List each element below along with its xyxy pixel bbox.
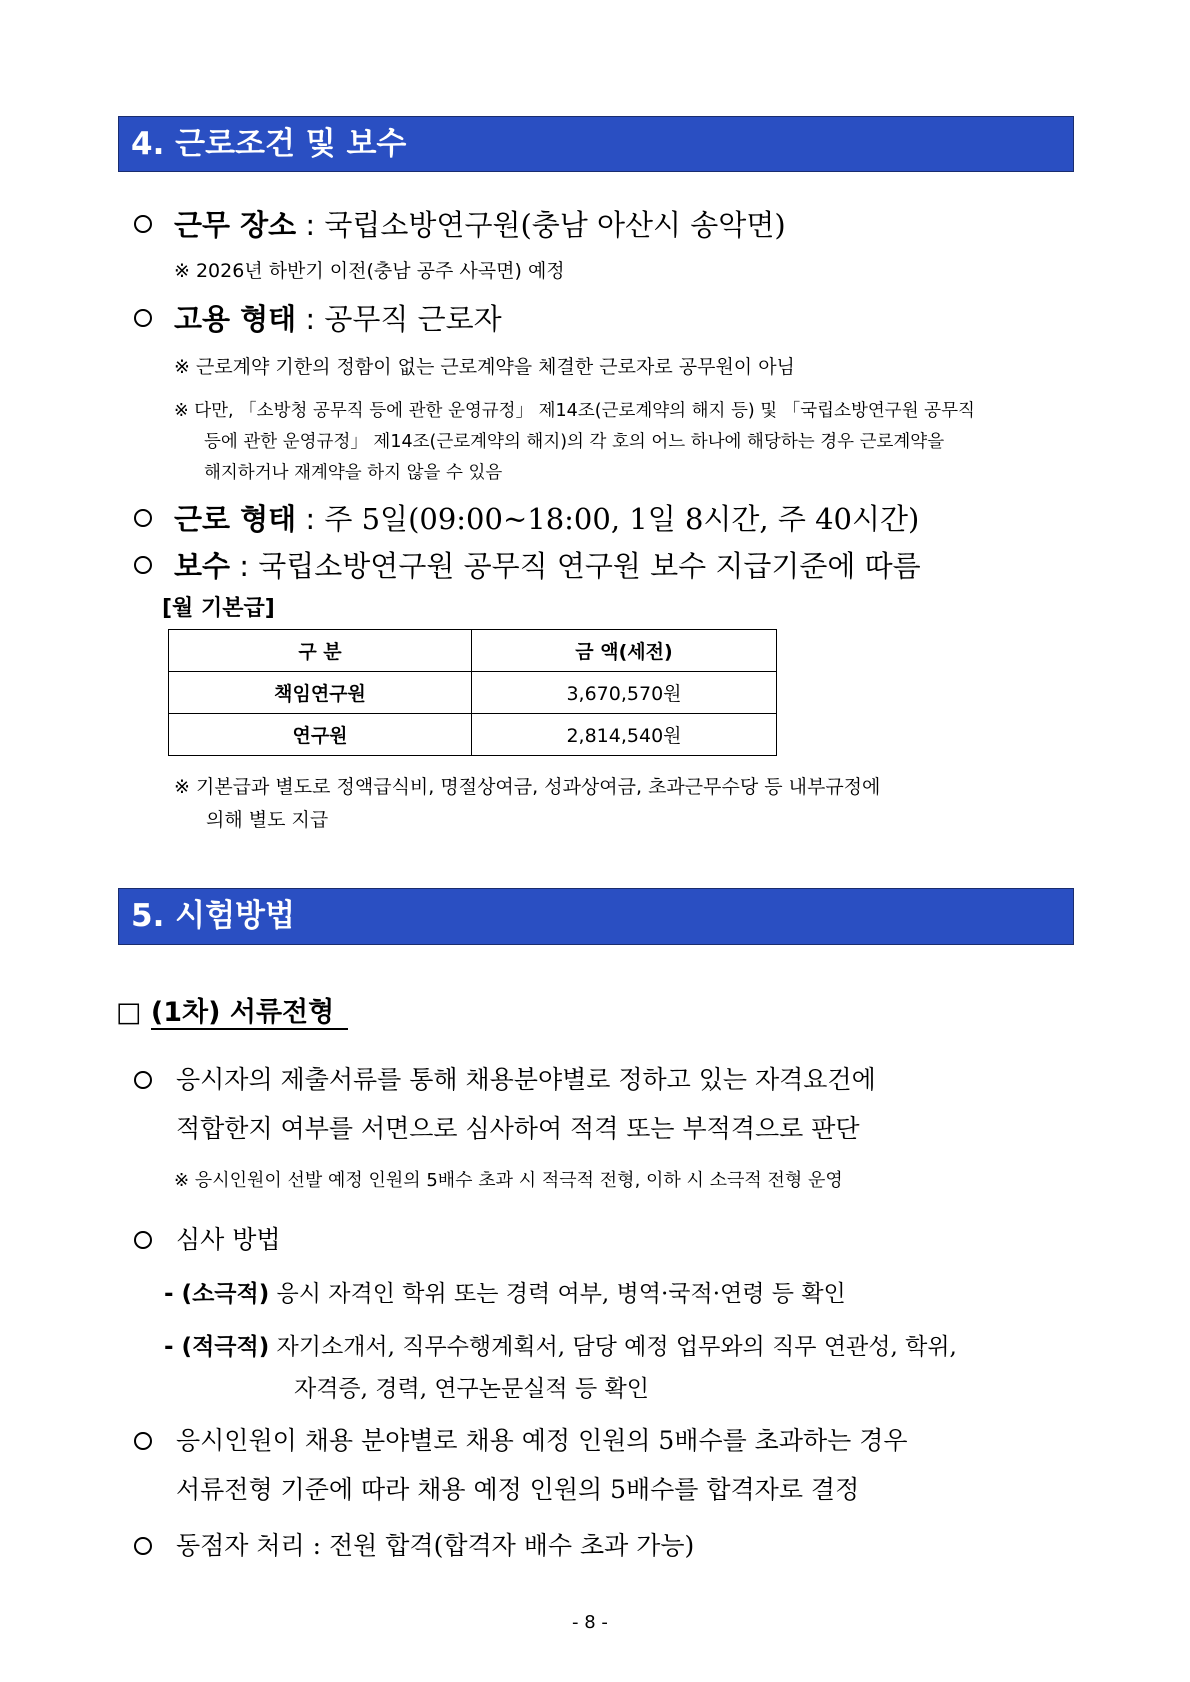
paragraph-1-line-1 <box>176 1060 1080 1096</box>
active-label: - (적극적) <box>164 1334 270 1360</box>
bullet-icon <box>134 1432 152 1450</box>
passive-text: 응시 자격인 학위 또는 경력 여부, 병역·국적·연령 등 확인 <box>276 1281 846 1307</box>
section-4-header <box>118 116 1074 172</box>
checkbox-icon: □ <box>116 997 142 1028</box>
bullet-icon <box>134 1537 152 1555</box>
table-header-cell: 구 분 <box>169 630 472 672</box>
tie-value: 전원 합격(합격자 배수 초과 가능) <box>329 1531 695 1560</box>
employment-note-2-line-2: 등에 관한 운영규정」 제14조(근로계약의 해지)의 각 호의 어느 하나에 해당하는 경우 근로계약을 <box>204 432 945 452</box>
method-title: 심사 방법 <box>176 1225 281 1254</box>
bullet-icon <box>134 309 152 327</box>
employment-line: 고용 형태 : 공무직 근로자 <box>174 302 502 336</box>
paragraph-1-note: ※ 응시인원이 선발 예정 인원의 5배수 초과 시 적극적 전형, 이하 시 소극적 전형 운영 <box>174 1170 843 1191</box>
pay-label: 보수 <box>174 549 231 583</box>
active-text-1: 자기소개서, 직무수행계획서, 담당 예정 업무와의 직무 연관성, 학위, <box>276 1334 957 1360</box>
bullet-icon <box>134 215 152 233</box>
employment-note-2-line-3: 해지하거나 재계약을 하지 않을 수 있음 <box>204 463 503 483</box>
workplace-line: 근무 장소 : 국립소방연구원(충남 아산시 송악면) <box>174 208 786 242</box>
employment-value: 공무직 근로자 <box>324 302 502 336</box>
table-cell-amount: 2,814,540원 <box>472 714 777 756</box>
work-type-label: 근로 형태 <box>174 502 297 536</box>
table-cell-amount: 3,670,570원 <box>472 672 777 714</box>
monthly-pay-title: [월 기본급] <box>162 596 275 621</box>
table-cell-name: 연구원 <box>169 714 472 756</box>
workplace-note: ※ 2026년 하반기 이전(충남 공주 사곡면) 예정 <box>174 260 565 282</box>
section-5-title: 5. 시험방법 <box>131 898 295 934</box>
pay-note-line-1: ※ 기본급과 별도로 정액급식비, 명절상여금, 성과상여금, 초과근무수당 등 내부규정에 <box>174 776 881 798</box>
table-header-cell: 금 액(세전) <box>472 630 777 672</box>
employment-label: 고용 형태 <box>174 302 297 336</box>
stage1-heading <box>116 990 348 1029</box>
table-row <box>169 714 777 756</box>
pay-value: 국립소방연구원 공무직 연구원 보수 지급기준에 따름 <box>258 549 921 583</box>
pay-table <box>168 629 777 756</box>
workplace-value: 국립소방연구원(충남 아산시 송악면) <box>324 208 786 242</box>
employment-note-1: ※ 근로계약 기한의 정함이 없는 근로계약을 체결한 근로자로 공무원이 아님 <box>174 356 795 378</box>
tie-label: 동점자 처리 <box>176 1531 305 1560</box>
section-4-title: 4. 근로조건 및 보수 <box>131 126 407 162</box>
page-number: - 8 - <box>572 1612 608 1633</box>
work-type-value: 주 5일(09:00~18:00, 1일 8시간, 주 40시간) <box>324 502 920 536</box>
pay-line: 보수 : 국립소방연구원 공무직 연구원 보수 지급기준에 따름 <box>174 549 921 583</box>
pay-note-line-2: 의해 별도 지급 <box>206 809 329 831</box>
bullet-icon <box>134 509 152 527</box>
work-type-line: 근로 형태 : 주 5일(09:00~18:00, 1일 8시간, 주 40시간) <box>174 502 920 536</box>
paragraph-1-text: 응시자의 제출서류를 통해 채용분야별로 정하고 있는 자격요건에 <box>176 1065 876 1094</box>
bullet-icon <box>134 556 152 574</box>
employment-note-2-line-1: ※ 다만, 「소방청 공무직 등에 관한 운영규정」 제14조(근로계약의 해지 등) 및 「국립소방연구원 공무직 <box>174 401 975 421</box>
passive-line <box>164 1275 846 1308</box>
paragraph-1-line-2: 적합한지 여부를 서면으로 심사하여 적격 또는 부적격으로 판단 <box>176 1114 860 1143</box>
paragraph-2-line-2: 서류전형 기준에 따라 채용 예정 인원의 5배수를 합격자로 결정 <box>176 1475 860 1504</box>
table-header-row <box>169 630 777 672</box>
active-line-2: 자격증, 경력, 연구논문실적 등 확인 <box>294 1376 649 1402</box>
tie-line: 동점자 처리 : 전원 합격(합격자 배수 초과 가능) <box>176 1531 695 1560</box>
section-5-header <box>118 888 1074 945</box>
passive-label: - (소극적) <box>164 1281 270 1307</box>
paragraph-2-line-1: 응시인원이 채용 분야별로 채용 예정 인원의 5배수를 초과하는 경우 <box>176 1426 908 1455</box>
table-cell-name: 책임연구원 <box>169 672 472 714</box>
table-row <box>169 672 777 714</box>
stage1-title: (1차) 서류전형 <box>151 997 348 1030</box>
active-line-1 <box>164 1328 957 1361</box>
bullet-icon <box>134 1071 152 1089</box>
bullet-icon <box>134 1231 152 1249</box>
workplace-label: 근무 장소 <box>174 208 297 242</box>
